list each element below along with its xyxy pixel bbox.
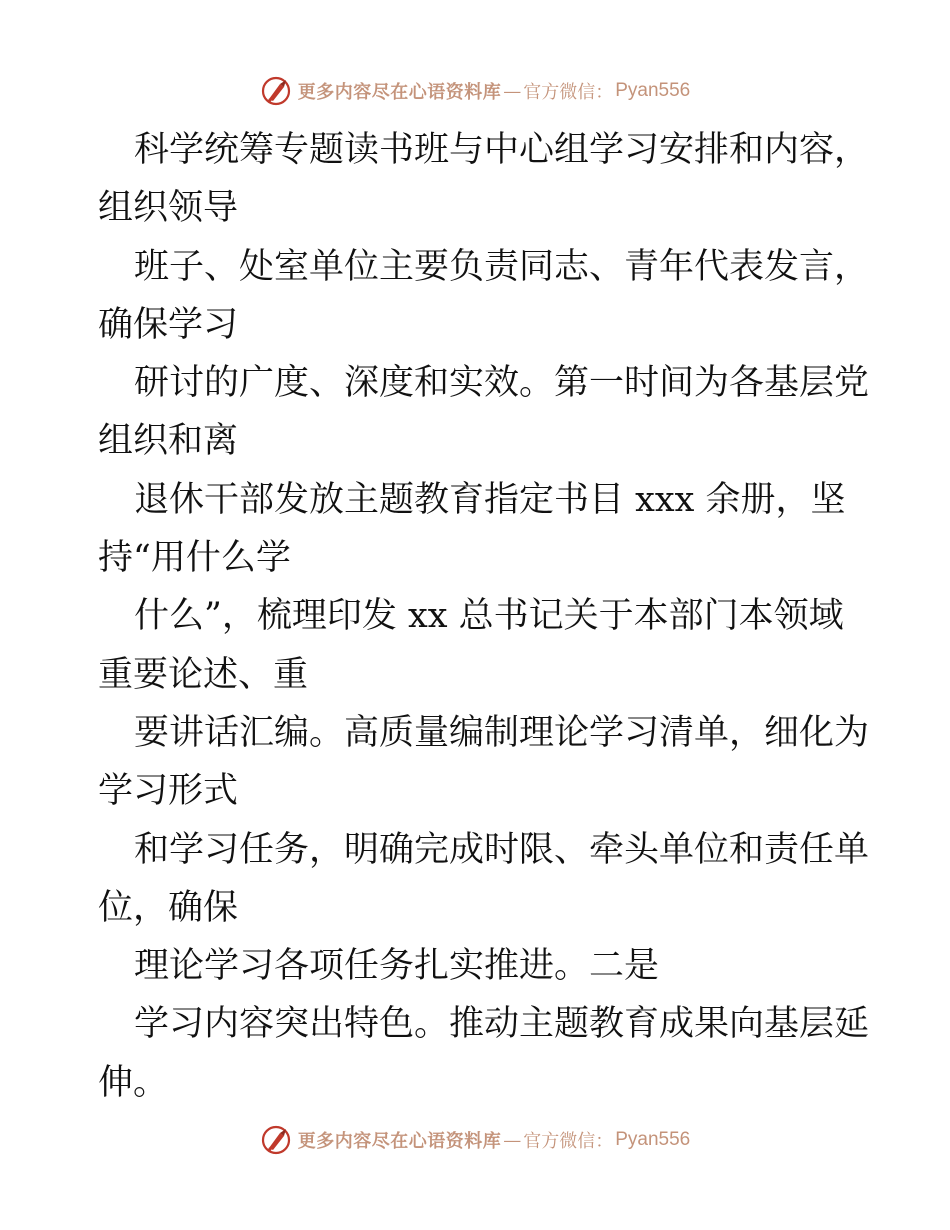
quill-pen-logo-icon [260,1124,292,1156]
text-line: 学习内容突出特色。推动主题教育成果向基层延 [134,1004,870,1045]
text-line: 位，确保 [98,887,239,928]
text-line: 和学习任务，明确完成时限、牵头单位和责任单 [134,829,870,870]
text-line: 组织和离 [98,421,239,462]
text-line: 理论学习各项任务扎实推进。二是 [134,946,660,987]
text-line: 持“用什么学 [98,538,291,579]
quill-pen-logo-icon [260,75,292,107]
footer-watermark [0,1120,950,1160]
watermark-wechat-label: 官方微信： [523,82,614,103]
watermark-separator: — [503,1129,522,1151]
text-line: 学习形式 [98,771,239,812]
watermark-wechat-id: Pyan556 [615,1129,691,1150]
text-line: 重要论述、重 [98,654,309,695]
document-body [98,121,870,1112]
text-line: 班子、处室单位主要负责同志、青年代表发言， [134,246,870,287]
watermark-separator: — [503,80,522,102]
text-line: 要讲话汇编。高质量编制理论学习清单，细化为 [134,712,870,753]
watermark-brand: 更多内容尽在心语资料库 [297,82,502,103]
text-line: 科学统筹专题读书班与中心组学习安排和内容， [134,130,870,170]
text-line: 伸。 [98,1062,169,1103]
text-line: 退休干部发放主题教育指定书目 xxx 余册，坚 [134,479,846,520]
text-line: 什么”，梳理印发 xx 总书记关于本部门本领域 [134,596,844,637]
watermark-wechat-label: 官方微信： [523,1131,614,1152]
watermark-wechat-id: Pyan556 [615,80,691,101]
text-line: 确保学习 [98,304,239,345]
watermark-brand: 更多内容尽在心语资料库 [297,1131,502,1152]
text-line: 研讨的广度、深度和实效。第一时间为各基层党 [134,363,870,404]
header-watermark [0,71,950,111]
text-line: 组织领导 [98,188,239,229]
